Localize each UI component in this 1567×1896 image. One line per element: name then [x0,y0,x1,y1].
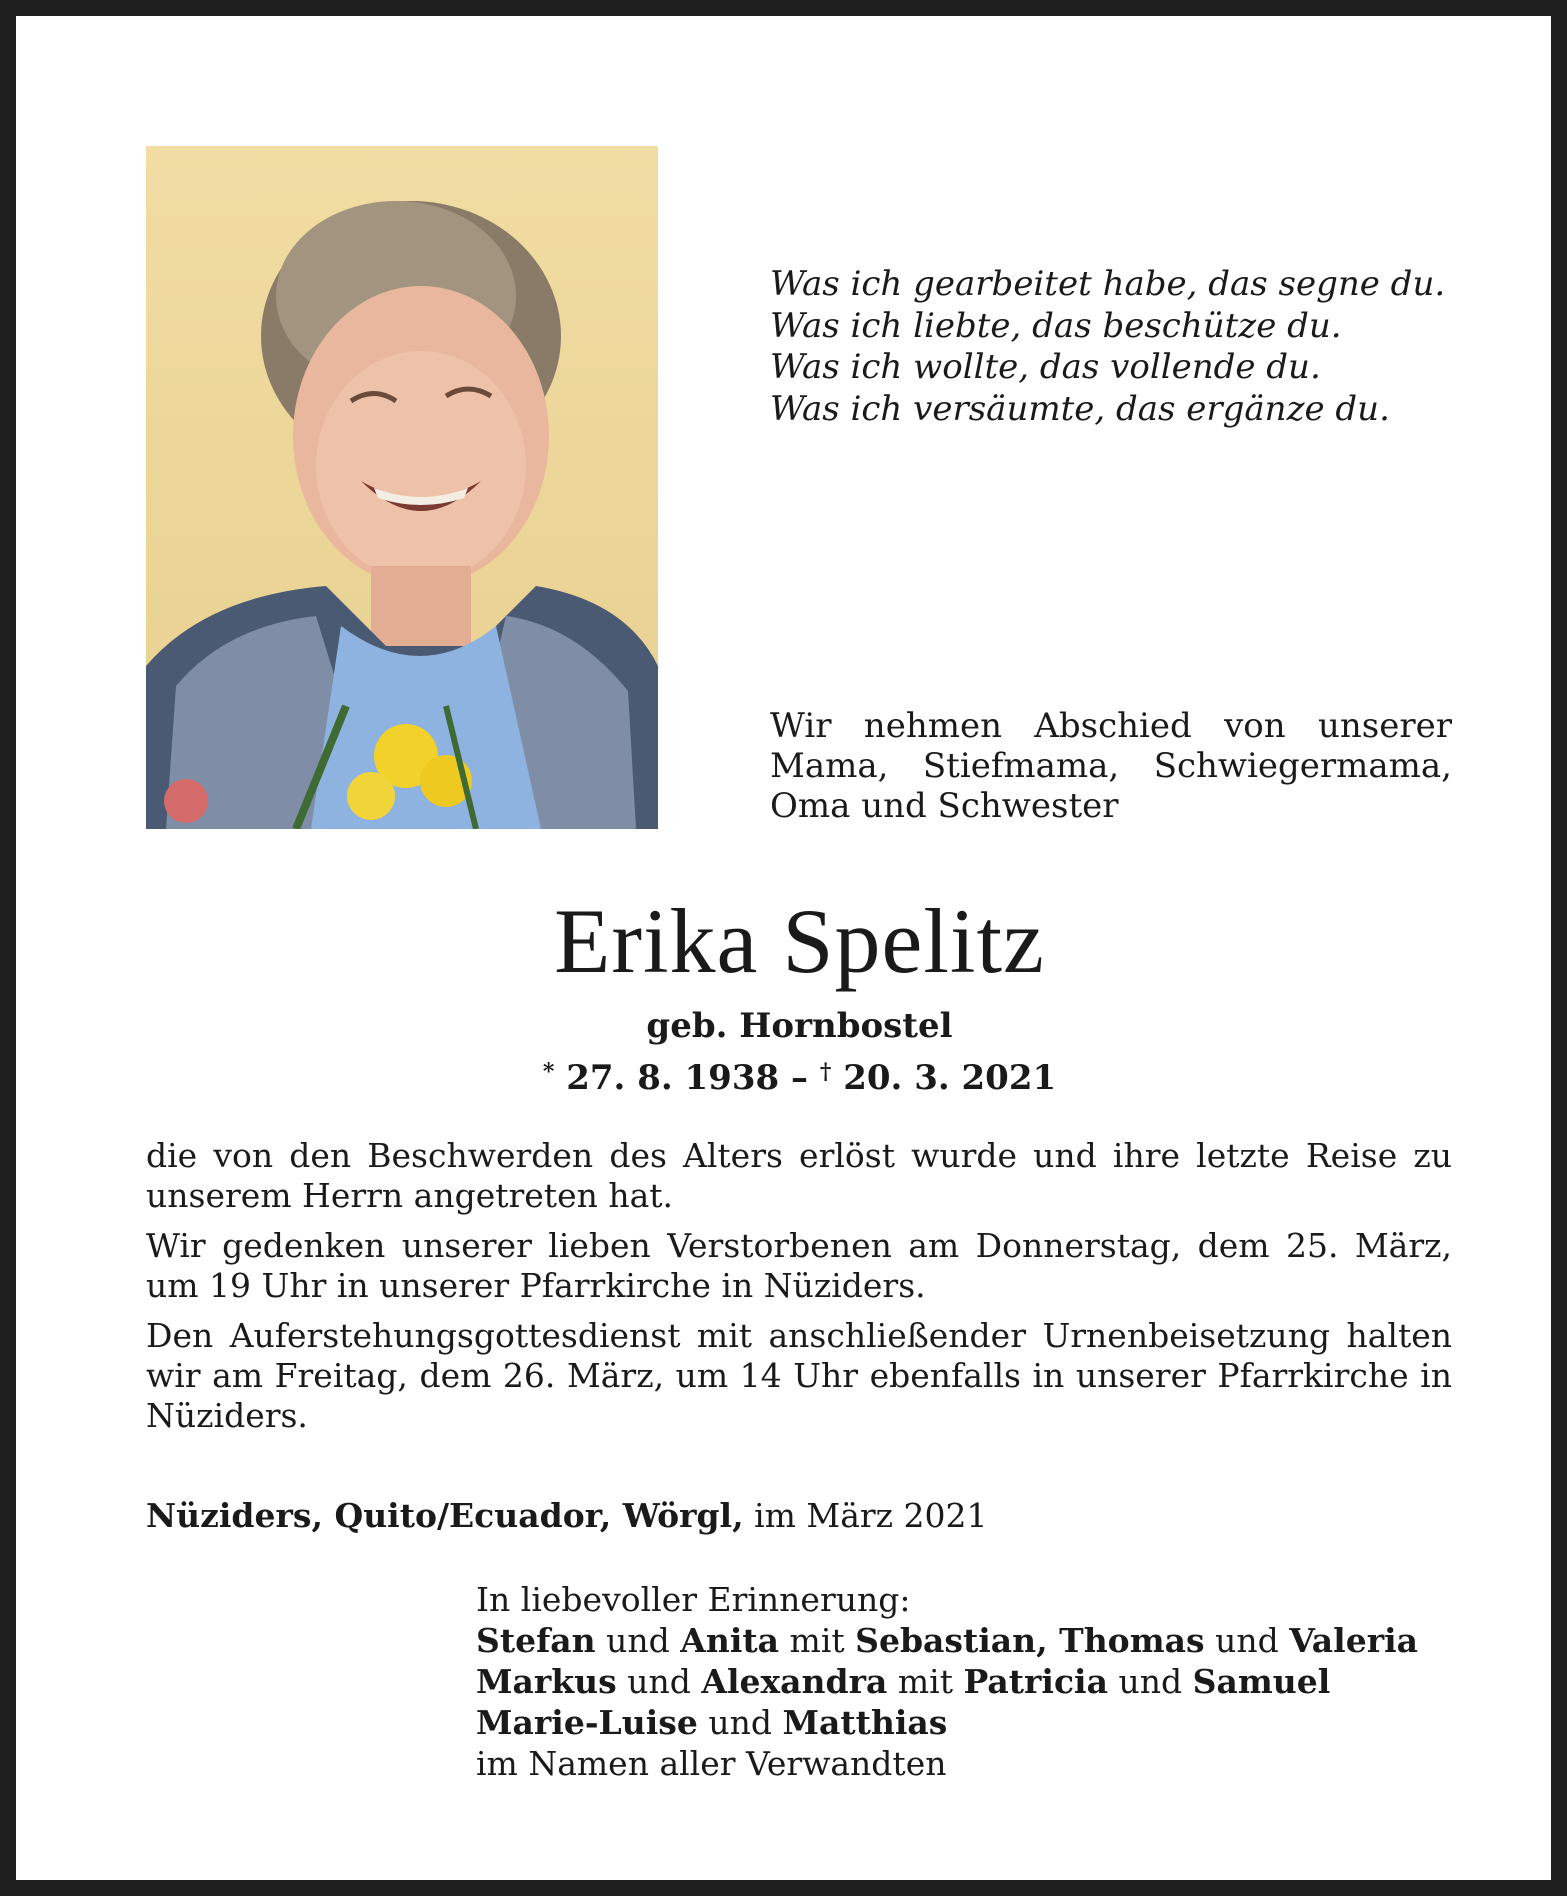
life-dates [16,1052,1567,1098]
body-text [146,1136,1452,1446]
mourner-name: Marie-Luise [476,1703,698,1742]
connector: und [697,1703,783,1742]
birth-date: 27. 8. 1938 [566,1058,780,1098]
mourner-name: Patricia [963,1662,1108,1701]
memory-intro: In liebevoller Erinnerung: [476,1580,911,1619]
connector: und [616,1662,702,1701]
portrait-illustration [146,146,658,829]
connector: und [1107,1662,1193,1701]
verse-line: Was ich wollte, das vollende du. [770,347,1321,387]
mourner-line-1 [476,1620,1456,1661]
mourner-name: Sebastian, Thomas [855,1621,1205,1660]
mourner-name: Anita [680,1621,780,1660]
portrait-photo [146,146,658,829]
mourner-name: Valeria [1289,1621,1418,1660]
birth-symbol: * [542,1059,555,1085]
verse-line: Was ich liebte, das beschütze du. [770,305,1342,346]
mourner-name: Stefan [476,1621,596,1660]
connector: mit [887,1662,964,1701]
connector: und [1204,1621,1290,1660]
body-paragraph: Wir gedenken unserer lieben Verstorbenen am Donnerstag, dem 25. März, um 19 Uhr in unserer Pfarrkirche in Nüziders. [146,1226,1452,1305]
memory-section [476,1579,1456,1784]
verse [770,264,1470,430]
death-date: 20. 3. 2021 [843,1058,1057,1098]
body-paragraph: Den Auferstehungsgottesdienst mit anschließender Urnenbeisetzung halten wir am Freitag, dem 26. März, um 14 Uhr ebenfalls in unserer Pfarrkirche in Nüziders. [146,1316,1452,1435]
verse-line: Was ich versäumte, das ergänze du. [770,388,1390,429]
mourner-line-2 [476,1661,1456,1702]
memory-closing: im Namen aller Verwandten [476,1744,947,1783]
connector: mit [779,1621,856,1660]
farewell-text: Wir nehmen Abschied von unserer Mama, Stiefmama, Schwiegermama, Oma und Schwester [770,706,1452,826]
deceased-name: Erika Spelitz [554,890,1045,992]
mourner-name: Markus [476,1662,617,1701]
mourner-name: Alexandra [701,1662,888,1701]
verse-line: Was ich gearbeitet habe, das segne du. [770,264,1446,304]
place-locations: Nüziders, Quito/Ecuador, Wörgl, [146,1496,744,1535]
date-separator: – [791,1058,808,1098]
body-paragraph: die von den Beschwerden des Alters erlöst wurde und ihre letzte Reise zu unserem Herrn angetreten hat. [146,1136,1452,1215]
death-symbol: † [819,1059,832,1085]
place-date: im März 2021 [754,1496,988,1535]
maiden-name: geb. Hornbostel [646,1006,953,1046]
mourner-line-3 [476,1702,1456,1743]
place-and-date [146,1496,1446,1536]
mourner-name: Matthias [782,1703,948,1742]
mourner-name: Samuel [1192,1662,1331,1701]
connector: und [595,1621,681,1660]
